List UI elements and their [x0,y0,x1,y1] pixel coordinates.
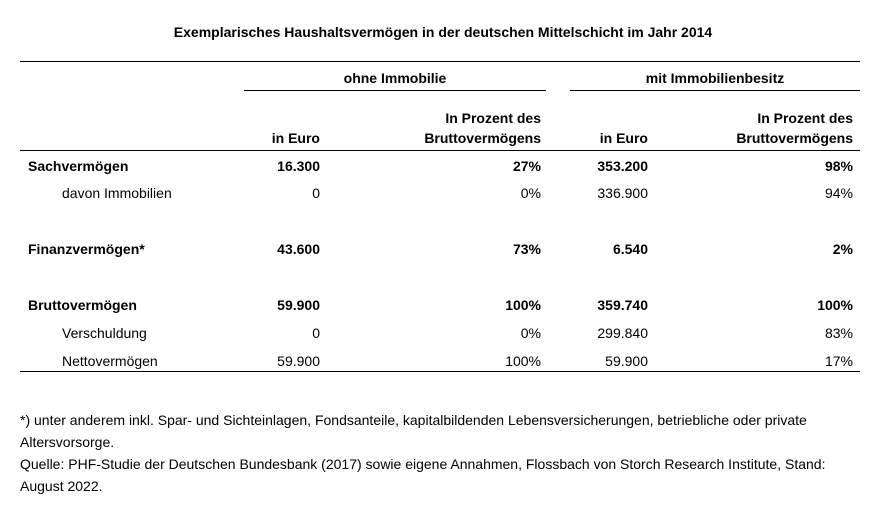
col-header-percent-line1: In Prozent des [757,110,853,126]
group-rule-mit [570,90,860,91]
cell-ohne-euro: 16.300 [277,158,320,174]
cell-ohne-euro: 0 [312,325,320,341]
cell-mit-pct: 94% [824,185,853,201]
cell-mit-pct: 98% [824,158,853,174]
col-header-percent-line1: In Prozent des [445,110,541,126]
cell-mit-euro: 336.900 [597,185,648,201]
cell-ohne-euro: 43.600 [277,241,320,257]
bottom-rule [20,371,860,372]
col-header-ohne-euro [272,128,320,148]
cell-mit-euro: 359.740 [597,297,648,313]
row-label: Nettovermögen [62,353,158,369]
cell-ohne-euro: 59.900 [277,297,320,313]
notes [20,409,870,497]
cell-mit-euro: 353.200 [597,158,648,174]
group-rule-ohne [244,90,546,91]
row-label: Verschuldung [62,325,147,341]
cell-ohne-pct: 100% [505,297,541,313]
source-note: Quelle: PHF-Studie der Deutschen Bundesbank (2017) sowie eigene Annahmen, Flossbach von Storch Research Institute, Stand: August 2022. [20,456,826,494]
col-header-euro-text: in Euro [271,130,320,146]
top-rule [20,61,860,62]
footnote: *) unter anderem inkl. Spar- und Sichteinlagen, Fondsanteile, kapitalbildenden Lebensversicherungen, betriebliche oder private Altersvorsorge. [20,412,807,450]
cell-mit-pct: 100% [817,297,853,313]
cell-mit-euro: 6.540 [612,241,648,257]
cell-mit-pct: 83% [824,325,853,341]
table-row-sachvermoegen [0,156,886,176]
cell-ohne-pct: 73% [512,241,541,257]
table-title: Exemplarisches Haushaltsvermögen in der deutschen Mittelschicht im Jahr 2014 [173,24,713,40]
cell-ohne-pct: 100% [505,353,541,369]
row-label: davon Immobilien [62,185,172,201]
cell-ohne-pct: 0% [520,325,541,341]
cell-ohne-euro: 0 [312,185,320,201]
cell-ohne-pct: 0% [520,185,541,201]
row-label: Finanzvermögen* [28,241,145,257]
col-header-mit-euro [600,128,648,148]
table-row-nettovermoegen [0,351,886,371]
cell-mit-pct: 2% [832,241,853,257]
col-header-euro-text: in Euro [599,130,648,146]
cell-ohne-euro: 59.900 [277,353,320,369]
cell-mit-pct: 17% [824,353,853,369]
cell-mit-euro: 59.900 [605,353,648,369]
table-row-bruttovermoegen [0,295,886,315]
col-header-percent-line2: Bruttovermögens [424,130,541,146]
group-header-mit: mit Immobilienbesitz [645,70,785,86]
col-header-mit-percent [736,108,853,148]
table-row-davon-immobilien [0,183,886,203]
cell-ohne-pct: 27% [512,158,541,174]
table-row-finanzvermoegen [0,239,886,259]
table-row-verschuldung [0,323,886,343]
row-label: Sachvermögen [28,158,129,174]
col-header-percent-line2: Bruttovermögens [736,130,853,146]
col-header-ohne-percent [424,108,541,148]
cell-mit-euro: 299.840 [597,325,648,341]
group-header-ohne: ohne Immobilie [343,70,447,86]
row-label: Bruttovermögen [28,297,137,313]
header-rule [20,150,860,151]
